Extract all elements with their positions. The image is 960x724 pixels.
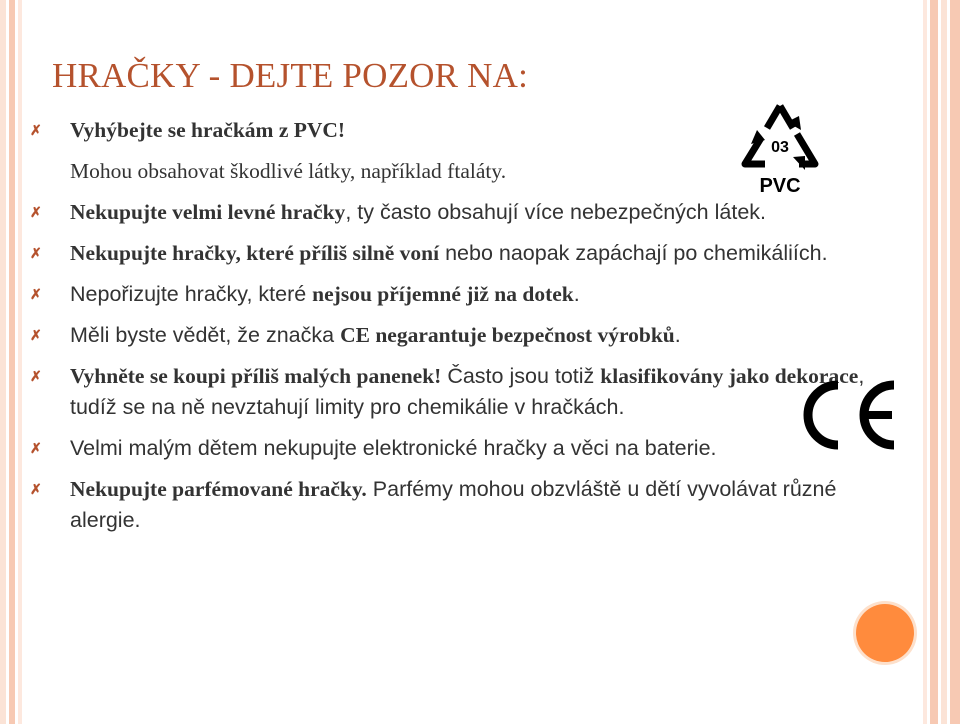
bullet-text-emphasis: klasifikovány jako dekorace (600, 364, 859, 388)
bullet-item (30, 238, 890, 269)
bullet-marker-icon: ✗ (30, 286, 42, 302)
bullet-text: Měli byste vědět, že značka (70, 323, 341, 347)
bullet-text: Nepořizujte hračky, které (70, 282, 313, 306)
bullet-text: , tudíž se na ně nevztahují limity pro chemikálie v hračkách. (70, 364, 865, 419)
bullet-text-emphasis: Nekupujte parfémované hračky. (70, 477, 367, 501)
ce-mark-icon (802, 379, 904, 451)
bullet-item (30, 433, 890, 464)
bullet-marker-icon: ✗ (30, 327, 42, 343)
right-decorative-stripes (923, 0, 960, 724)
bullet-text: nebo naopak zapáchají po chemikáliích. (439, 241, 828, 265)
pvc-code: 03 (771, 139, 789, 156)
bullet-text: Často jsou totiž (441, 364, 601, 388)
bullet-text-emphasis: Nekupujte hračky, které příliš silně voní (70, 241, 440, 265)
bullet-text: Mohou obsahovat škodlivé látky, například ftaláty. (70, 159, 507, 183)
bullet-marker-icon: ✗ (30, 245, 42, 261)
bullet-text-emphasis: Vyhněte se koupi příliš malých panenek! (70, 364, 442, 388)
bullet-item (30, 197, 890, 228)
bullet-item (30, 279, 890, 310)
bullet-text: , ty často obsahují více nebezpečných látek. (345, 200, 767, 224)
bullet-item (30, 361, 890, 423)
bullet-text-emphasis: nejsou příjemné již na dotek (312, 282, 574, 306)
left-decorative-stripes (0, 0, 22, 724)
bullet-marker-icon: ✗ (30, 368, 42, 384)
bullet-text-emphasis: Nekupujte velmi levné hračky (70, 200, 346, 224)
bullet-marker-icon: ✗ (30, 440, 42, 456)
bullet-text: . (674, 323, 681, 347)
pvc-label: PVC (759, 175, 801, 197)
bullet-marker-icon: ✗ (30, 481, 42, 497)
decorative-orange-circle (856, 604, 914, 662)
pvc-recycling-symbol (735, 100, 825, 200)
bullet-item (30, 474, 890, 536)
bullet-text: Parfémy mohou obzvláště u dětí vyvolávat různé alergie. (70, 477, 837, 532)
bullet-text-emphasis: CE negarantuje bezpečnost výrobků (340, 323, 675, 347)
bullet-marker-icon: ✗ (30, 204, 42, 220)
bullet-text: . (573, 282, 580, 306)
slide-title: HRAČKY - DEJTE POZOR NA: (52, 56, 529, 95)
bullet-text-emphasis: Vyhýbejte se hračkám z PVC! (70, 118, 346, 142)
bullet-text: Velmi malým dětem nekupujte elektronické hračky a věci na baterie. (70, 436, 717, 460)
bullet-item (30, 320, 890, 351)
bullet-marker-icon: ✗ (30, 122, 42, 138)
